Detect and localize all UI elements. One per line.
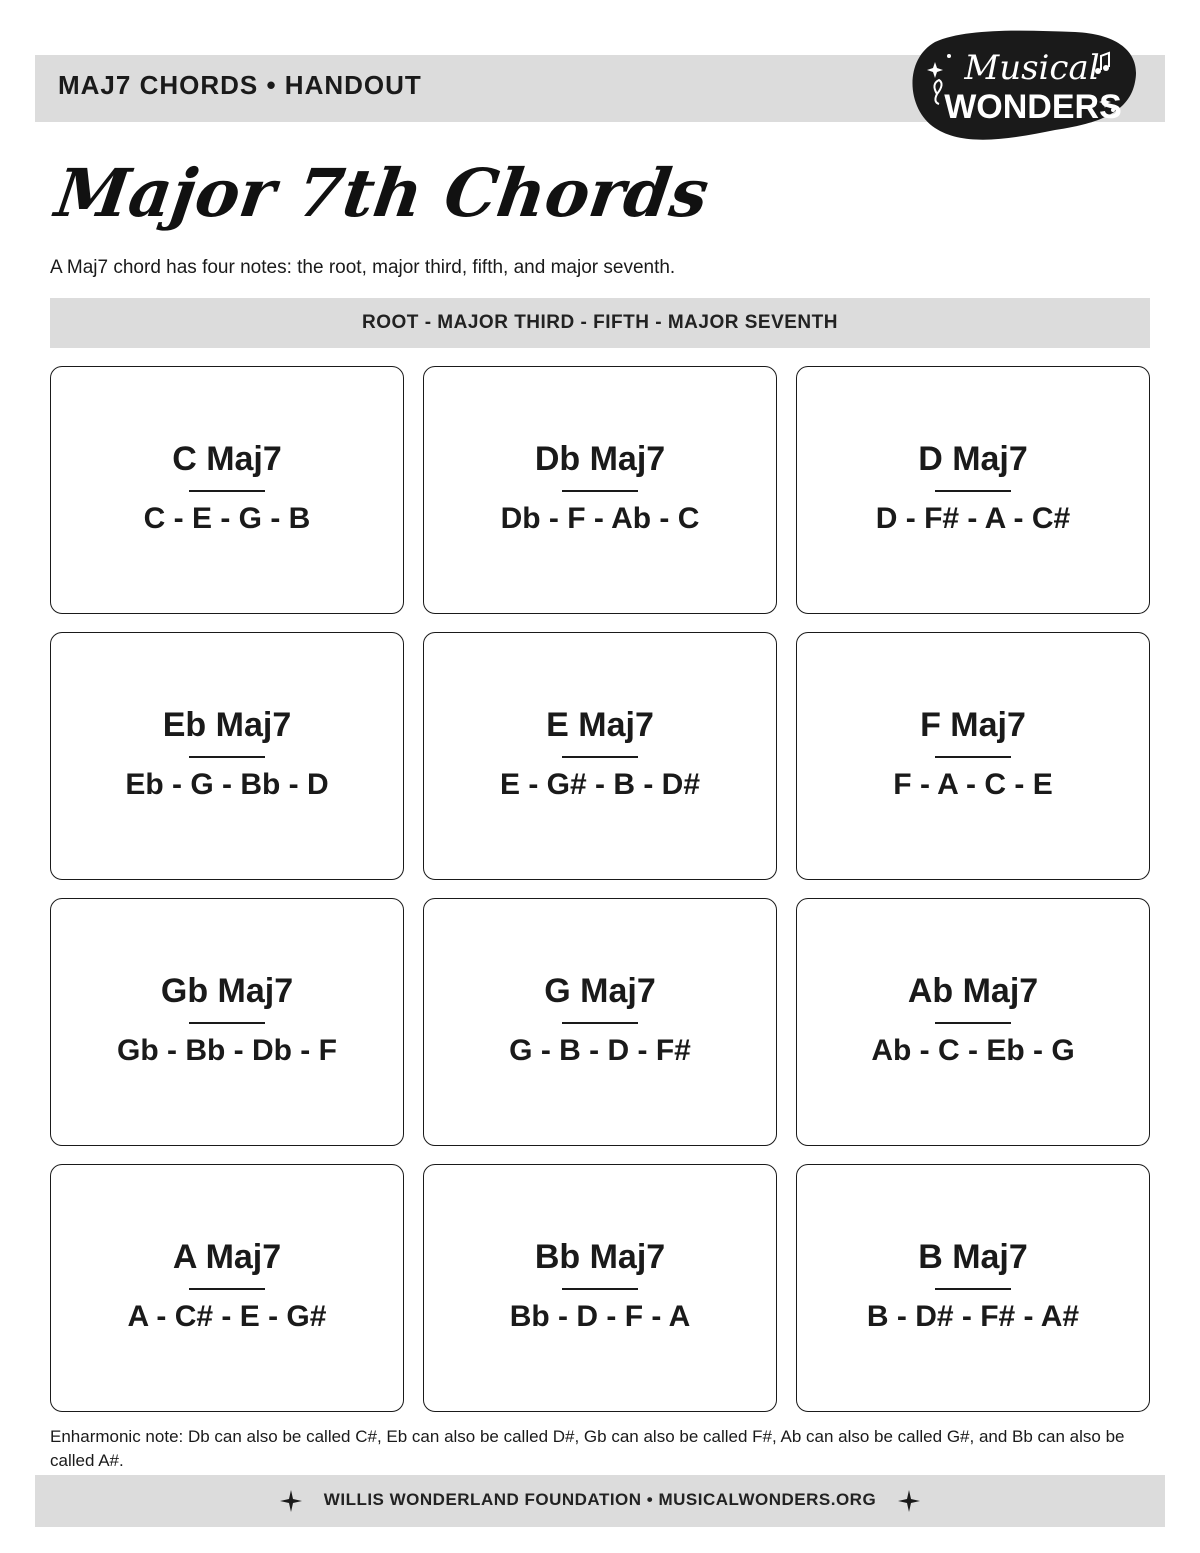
chord-divider [189, 1288, 265, 1290]
chord-card [796, 632, 1150, 880]
chord-divider [189, 490, 265, 492]
chord-card [423, 366, 777, 614]
chord-notes: B - D# - F# - A# [866, 1300, 1080, 1333]
chord-divider [935, 756, 1011, 758]
chord-divider [189, 1022, 265, 1024]
chord-name: Db Maj7 [534, 440, 666, 478]
chord-name: A Maj7 [172, 1238, 282, 1276]
chord-card [50, 632, 404, 880]
formula-bar [50, 298, 1150, 348]
musical-wonders-logo [905, 24, 1145, 148]
chord-notes: G - B - D - F# [509, 1034, 691, 1067]
chord-notes: D - F# - A - C# [875, 502, 1071, 535]
chord-divider [562, 1288, 638, 1290]
chord-name: C Maj7 [172, 440, 282, 478]
chord-notes: Eb - G - Bb - D [125, 768, 329, 801]
chord-grid [50, 366, 1150, 1412]
logo-script-text: Musical [964, 48, 1100, 88]
page-title: Major 7th Chords [50, 154, 714, 232]
sparkle-icon [897, 1489, 921, 1513]
footer-text: WILLIS WONDERLAND FOUNDATION • MUSICALWONDERS.ORG [323, 1490, 877, 1509]
formula-text: ROOT - MAJOR THIRD - FIFTH - MAJOR SEVENTH [362, 312, 838, 333]
chord-name: Eb Maj7 [162, 706, 292, 744]
chord-card [50, 1164, 404, 1412]
chord-divider [935, 1022, 1011, 1024]
chord-card [796, 898, 1150, 1146]
chord-notes: F - A - C - E [893, 768, 1053, 801]
chord-card [423, 1164, 777, 1412]
chord-divider [935, 490, 1011, 492]
chord-name: Gb Maj7 [160, 972, 294, 1010]
chord-name: D Maj7 [918, 440, 1028, 478]
chord-card [423, 898, 777, 1146]
chord-notes: Ab - C - Eb - G [871, 1034, 1075, 1067]
chord-card [50, 366, 404, 614]
chord-name: Bb Maj7 [534, 1238, 666, 1276]
chord-name: E Maj7 [546, 706, 654, 744]
chord-divider [562, 756, 638, 758]
chord-name: Ab Maj7 [907, 972, 1039, 1010]
chord-card [796, 1164, 1150, 1412]
chord-divider [189, 756, 265, 758]
chord-notes: Db - F - Ab - C [500, 502, 700, 535]
chord-notes: C - E - G - B [143, 502, 311, 535]
chord-card [796, 366, 1150, 614]
chord-card [50, 898, 404, 1146]
chord-divider [935, 1288, 1011, 1290]
footer-bar [35, 1475, 1165, 1527]
chord-divider [562, 490, 638, 492]
intro-text: A Maj7 chord has four notes: the root, major third, fifth, and major seventh. [50, 257, 676, 278]
chord-notes: Gb - Bb - Db - F [117, 1034, 337, 1067]
logo-bold-text: WONDERS [944, 88, 1122, 126]
chord-name: F Maj7 [920, 706, 1026, 744]
chord-card [423, 632, 777, 880]
chord-notes: Bb - D - F - A [509, 1300, 691, 1333]
chord-notes: A - C# - E - G# [127, 1300, 327, 1333]
handout-label: MAJ7 CHORDS • HANDOUT [58, 70, 422, 100]
chord-name: B Maj7 [918, 1238, 1028, 1276]
chord-divider [562, 1022, 638, 1024]
enharmonic-footnote: Enharmonic note: Db can also be called C#, Eb can also be called D#, Gb can also be called F#, Ab can also be called G#, and Bb can also be called A#. [50, 1427, 1125, 1470]
chord-name: G Maj7 [544, 972, 656, 1010]
chord-notes: E - G# - B - D# [499, 768, 701, 801]
